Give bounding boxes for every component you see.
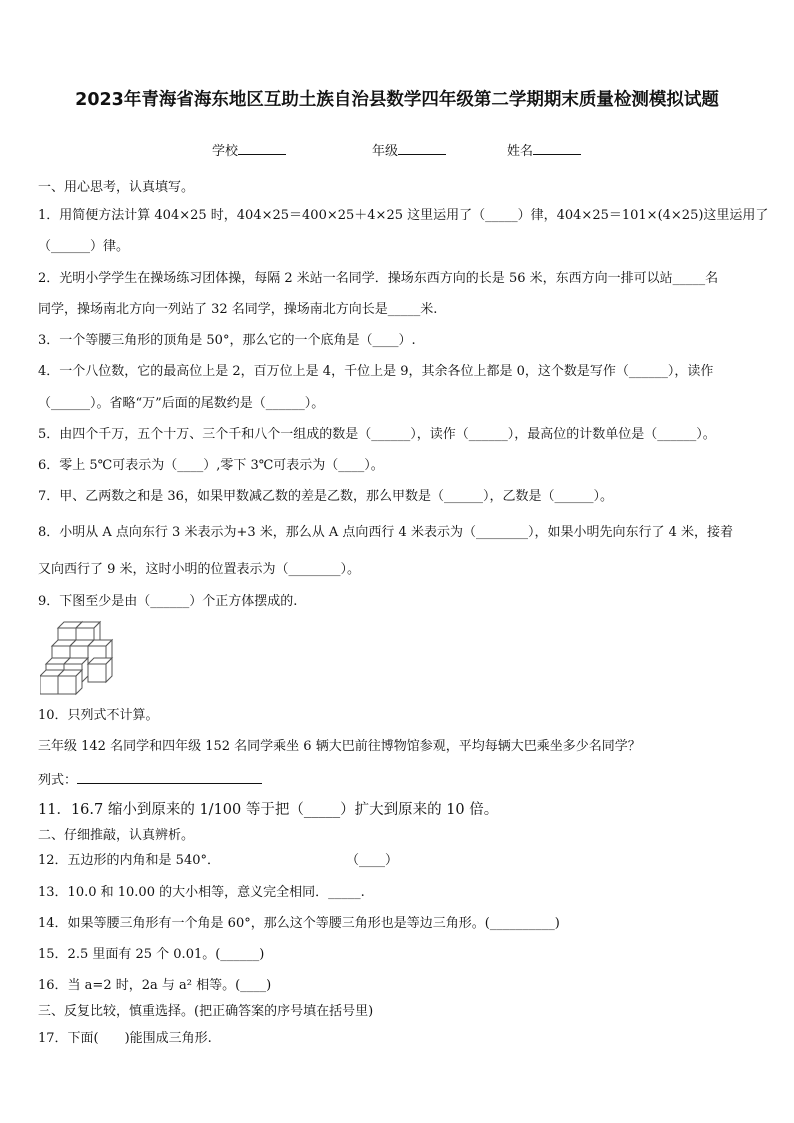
answer-blank[interactable]: [77, 771, 262, 784]
name-blank[interactable]: [533, 142, 581, 155]
grade-label: 年级: [372, 144, 399, 159]
question-10-answer-line: [38, 771, 262, 789]
question-4-line-1: 4．一个八位数，它的最高位上是 2，百万位上是 4，千位上是 9，其余各位上都是 0，这个数是写作（______），读作: [38, 364, 714, 379]
question-12-text: 12．五边形的内角和是 540°．: [38, 853, 220, 868]
school-label: 学校: [212, 144, 239, 159]
question-10: 10．只列式不计算。: [38, 708, 159, 723]
question-7: 7．甲、乙两数之和是 36，如果甲数减乙数的差是乙数，那么甲数是（______），乙数是（______）。: [38, 489, 613, 504]
question-10-body: 三年级 142 名同学和四年级 152 名同学乘坐 6 辆大巴前往博物馆参观，平均每辆大巴乘坐多少名同学？: [38, 739, 641, 754]
question-5: 5．由四个千万，五个十万、三个千和八个一组成的数是（______），读作（______），最高位的计数单位是（______）。: [38, 427, 716, 442]
cube: [88, 658, 112, 682]
question-9: 9．下图至少是由（______）个正方体摆成的.: [38, 594, 298, 609]
question-17: 17．下面( )能围成三角形.: [38, 1031, 212, 1046]
question-13: 13．10.0 和 10.00 的大小相等，意义完全相同．_____.: [38, 885, 365, 900]
question-16: 16．当 a=2 时，2a 与 a² 相等。(____): [38, 978, 272, 993]
section-2-heading: 二、仔细推敲，认真辨析。: [38, 828, 195, 843]
cube-stack-figure: [40, 620, 120, 696]
question-4-line-2: （______）。省略“万”后面的尾数约是（______）。: [38, 396, 325, 411]
question-2-line-1: 2．光明小学学生在操场练习团体操，每隔 2 米站一名同学．操场东西方向的长是 56 米，东西方向一排可以站_____名: [38, 271, 719, 286]
question-12-answer: （____）: [346, 853, 399, 868]
school-blank[interactable]: [238, 142, 286, 155]
section-3-heading: 三、反复比较，慎重选择。(把正确答案的序号填在括号里): [38, 1004, 374, 1019]
school-field: [212, 140, 286, 159]
grade-field: [372, 140, 446, 159]
cube: [58, 670, 82, 694]
question-1-line-1: 1．用简便方法计算 404×25 时，404×25＝400×25＋4×25 这里运用了（_____）律，404×25＝101×(4×25)这里运用了: [38, 208, 769, 223]
question-11: 11．16.7 缩小到原来的 1/100 等于把（_____）扩大到原来的 10 倍。: [38, 802, 499, 818]
name-field: [507, 140, 581, 159]
section-1-heading: 一、用心思考，认真填写。: [38, 180, 195, 195]
question-3: 3．一个等腰三角形的顶角是 50°，那么它的一个底角是（____）.: [38, 333, 416, 348]
name-label: 姓名: [507, 144, 534, 159]
question-10-label: 列式：: [38, 773, 78, 788]
question-14: 14．如果等腰三角形有一个角是 60°，那么这个等腰三角形也是等边三角形。(__________): [38, 916, 560, 931]
page-title: 2023年青海省海东地区互助土族自治县数学四年级第二学期期末质量检测模拟试题: [75, 90, 719, 110]
question-8-line-2: 又向西行了 9 米，这时小明的位置表示为（________）。: [38, 562, 361, 577]
question-2-line-2: 同学，操场南北方向一列站了 32 名同学，操场南北方向长是_____米.: [38, 302, 438, 317]
question-15: 15．2.5 里面有 25 个 0.01。(______): [38, 947, 265, 962]
question-12: [38, 853, 220, 869]
question-8-line-1: 8．小明从 A 点向东行 3 米表示为+3 米，那么从 A 点向西行 4 米表示为（________），如果小明先向东行了 4 米，接着: [38, 525, 733, 540]
question-1-line-2: （______）律。: [38, 239, 130, 254]
grade-blank[interactable]: [398, 142, 446, 155]
question-6: 6．零上 5℃可表示为（____）,零下 3℃可表示为（____）。: [38, 458, 384, 473]
